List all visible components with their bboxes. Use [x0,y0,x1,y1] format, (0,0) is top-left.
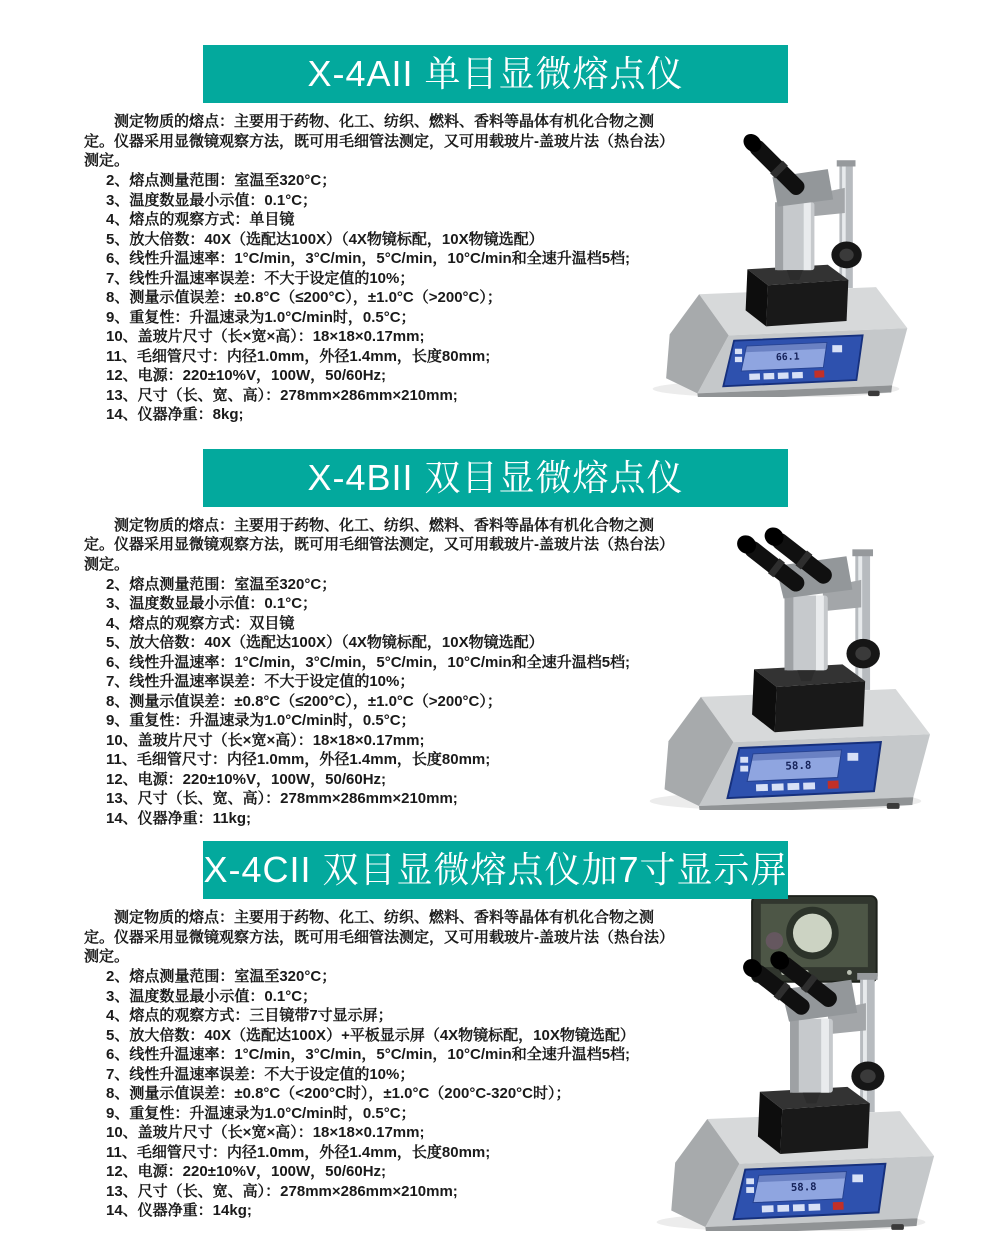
panel-reading: 58.8 [790,1180,817,1194]
section-title: X-4CII 双目显微熔点仪加7寸显示屏 [203,849,788,890]
spec-item: 9、重复性：升温速录为1.0°C/min时，0.5°C； [106,1104,416,1122]
spec-item: 5、放大倍数：40X（选配达100X）（4X物镜标配，10X物镜选配） [106,634,544,651]
spec-item: 9、重复性：升温速录为1.0°C/min时，0.5°C； [106,308,416,326]
spec-item: 2、熔点测量范围：室温至320°C； [106,968,337,985]
spec-item: 3、温度数显最小示值：0.1°C； [106,595,318,612]
spec-item: 10、盖玻片尺寸（长×宽×高）：18×18×0.17mm; [106,328,425,345]
spec-item: 12、电源：220±10%V，100W，50/60Hz; [106,770,387,788]
spec-item: 7、线性升温速率误差：不大于设定值的10%； [106,1065,415,1083]
spec-item: 10、盖玻片尺寸（长×宽×高）：18×18×0.17mm; [106,1124,425,1141]
section-content [84,516,684,829]
section-banner [203,841,788,899]
spec-list [84,171,684,425]
spec-item: 8、测量示值误差：±0.8°C（<200°C时），±1.0°C（200°C-320°C时）； [106,1085,571,1102]
product-section-x4cii [0,841,990,1221]
spec-item: 2、熔点测量范围：室温至320°C； [106,575,337,593]
panel-reading: 58.8 [785,758,812,773]
section-content [84,112,684,425]
spec-item: 14、仪器净重：14kg; [106,1202,252,1219]
spec-item: 6、线性升温速率：1°C/min，3°C/min，5°C/min，10°C/min和全速升温档5档; [106,250,631,267]
spec-item: 6、线性升温速率：1°C/min，3°C/min，5°C/min，10°C/min和全速升温档5档; [106,1046,631,1063]
section-title: X-4BII 双目显微熔点仪 [307,456,684,498]
spec-item: 3、温度数显最小示值：0.1°C； [106,191,318,209]
spec-item: 10、盖玻片尺寸（长×宽×高）：18×18×0.17mm; [106,731,425,749]
section-content [84,908,684,1221]
spec-item: 12、电源：220±10%V，100W，50/60Hz; [106,367,387,384]
product-description: 测定物质的熔点：主要用于药物、化工、纺织、燃料、香料等晶体有机化合物之测定。仪器采用显微镜观察方法，既可用毛细管法测定，又可用载玻片-盖玻片法（热台法）测定。 [84,113,674,169]
product-section-x4aii [0,45,990,425]
spec-item: 13、尺寸（长、宽、高）：278mm×286mm×210mm; [106,1182,458,1200]
spec-item: 5、放大倍数：40X（选配达100X）（4X物镜标配，10X物镜选配） [106,230,544,248]
product-section-x4bii [0,449,990,829]
product-description: 测定物质的熔点：主要用于药物、化工、纺织、燃料、香料等晶体有机化合物之测定。仪器采用显微镜观察方法，既可用毛细管法测定，又可用载玻片-盖玻片法（热台法）测定。 [84,516,674,573]
section-title: X-4AII 单目显微熔点仪 [307,53,684,94]
spec-item: 5、放大倍数：40X（选配达100X）+平板显示屏（4X物镜标配，10X物镜选配） [106,1026,635,1044]
spec-list [84,575,684,829]
spec-item: 14、仪器净重：11kg; [106,809,252,827]
spec-item: 4、熔点的观察方式：三目镜带7寸显示屏； [106,1007,393,1024]
spec-item: 4、熔点的观察方式：双目镜 [106,614,295,632]
spec-item: 4、熔点的观察方式：单目镜 [106,211,295,228]
spec-item: 13、尺寸（长、宽、高）：278mm×286mm×210mm; [106,386,458,404]
spec-item: 14、仪器净重：8kg; [106,406,244,423]
product-description: 测定物质的熔点：主要用于药物、化工、纺织、燃料、香料等晶体有机化合物之测定。仪器采用显微镜观察方法，既可用毛细管法测定，又可用载玻片-盖玻片法（热台法）测定。 [84,909,674,965]
spec-item: 7、线性升温速率误差：不大于设定值的10%； [106,673,415,690]
spec-item: 6、线性升温速率：1°C/min，3°C/min，5°C/min，10°C/min和全速升温档5档; [106,653,631,671]
spec-item: 11、毛细管尺寸：内径1.0mm，外径1.4mm，长度80mm; [106,751,491,768]
spec-item: 11、毛细管尺寸：内径1.0mm，外径1.4mm，长度80mm; [106,1143,491,1161]
spec-item: 8、测量示值误差：±0.8°C（≤200°C），±1.0°C（>200°C）； [106,692,502,710]
section-banner [203,45,788,103]
spec-list [84,967,684,1221]
section-banner [203,449,788,507]
spec-item: 13、尺寸（长、宽、高）：278mm×286mm×210mm; [106,790,458,807]
spec-item: 3、温度数显最小示值：0.1°C； [106,987,318,1005]
spec-item: 2、熔点测量范围：室温至320°C； [106,172,337,189]
spec-item: 9、重复性：升温速录为1.0°C/min时，0.5°C； [106,712,416,729]
spec-item: 12、电源：220±10%V，100W，50/60Hz; [106,1163,387,1180]
spec-item: 7、线性升温速率误差：不大于设定值的10%； [106,269,415,287]
spec-item: 8、测量示值误差：±0.8°C（≤200°C），±1.0°C（>200°C）； [106,289,502,306]
spec-item: 11、毛细管尺寸：内径1.0mm，外径1.4mm，长度80mm; [106,347,491,365]
panel-reading: 66.1 [775,351,800,364]
